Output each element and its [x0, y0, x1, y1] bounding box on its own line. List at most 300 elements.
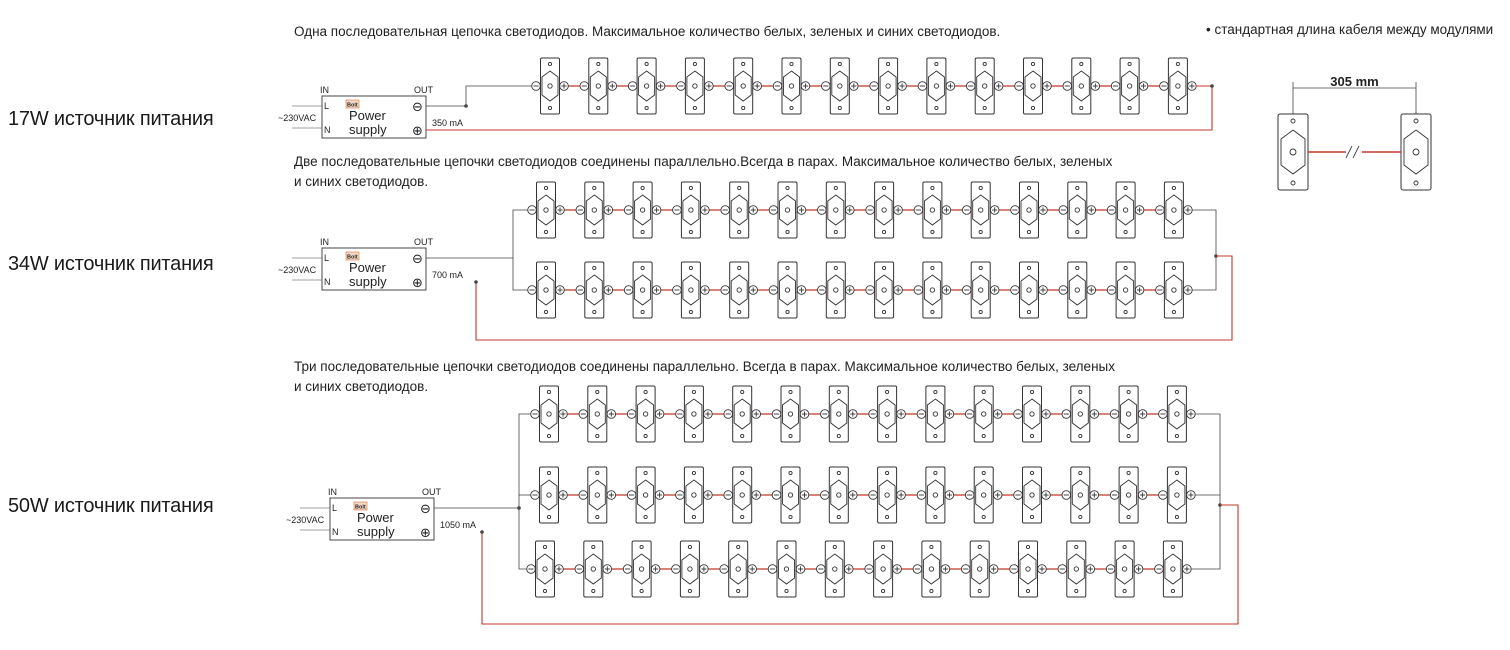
minus-terminal [1015, 82, 1024, 91]
plus-terminal [753, 82, 762, 91]
minus-terminal [866, 206, 875, 215]
module-body [970, 541, 989, 597]
plus-terminal [1042, 491, 1051, 500]
module-body [684, 386, 703, 442]
plus-terminal [898, 82, 907, 91]
minus-terminal [773, 82, 782, 91]
minus-terminal [869, 491, 878, 500]
module-body [537, 182, 556, 238]
current-label: 1050 mA [440, 520, 477, 530]
module-body [1072, 58, 1091, 114]
led-module [685, 58, 704, 114]
junction-dot [480, 530, 484, 534]
plus-terminal [894, 206, 903, 215]
section-2-title: 34W источник питания [8, 253, 214, 275]
module-body [1019, 541, 1038, 597]
cable-length-label: 305 mm [1330, 74, 1379, 89]
minus-terminal [721, 286, 730, 295]
led-module [971, 182, 990, 238]
plus-terminal [849, 410, 858, 419]
minus-terminal [769, 206, 778, 215]
module-body [975, 58, 994, 114]
minus-terminal [917, 410, 926, 419]
led-module [684, 386, 703, 442]
module-body [830, 58, 849, 114]
plus-terminal [942, 206, 951, 215]
module-body [685, 58, 704, 114]
led-module [1119, 386, 1138, 442]
minus-terminal [1110, 410, 1119, 419]
minus-terminal [579, 491, 588, 500]
module-body [588, 467, 607, 523]
led-module [537, 182, 556, 238]
led-module [875, 182, 894, 238]
module-body [681, 262, 700, 318]
module-body [1023, 386, 1042, 442]
module-body [826, 262, 845, 318]
minus-terminal [965, 491, 974, 500]
minus-terminal [528, 286, 537, 295]
module-body [636, 467, 655, 523]
cable-length-illustration [1278, 74, 1431, 190]
minus-terminal [822, 82, 831, 91]
plus-output: ⊕ [412, 123, 423, 138]
power-supply-name: Power [349, 260, 386, 275]
module-body [781, 386, 800, 442]
plus-terminal [1042, 410, 1051, 419]
module-body [923, 182, 942, 238]
plus-terminal [941, 565, 950, 574]
module-body [1401, 114, 1431, 190]
plus-terminal [800, 410, 809, 419]
in-label: IN [320, 85, 329, 95]
plus-terminal [894, 286, 903, 295]
plus-terminal [849, 491, 858, 500]
minus-terminal [1159, 410, 1168, 419]
module-body [1067, 541, 1086, 597]
led-chain-2 [531, 467, 1195, 523]
minus-terminal [914, 286, 923, 295]
plus-terminal [846, 286, 855, 295]
led-module [971, 262, 990, 318]
current-label: 350 mA [432, 118, 464, 128]
led-module [778, 262, 797, 318]
led-module [1168, 58, 1187, 114]
plus-terminal [1188, 82, 1197, 91]
module-body [1119, 386, 1138, 442]
section-1-title: 17W источник питания [8, 108, 214, 130]
minus-terminal [1062, 491, 1071, 500]
positive-bus [1191, 414, 1220, 569]
module-body [1023, 467, 1042, 523]
plus-terminal [655, 410, 664, 419]
minus-terminal [673, 206, 682, 215]
plus-terminal [603, 565, 612, 574]
led-module [1019, 541, 1038, 597]
minus-output: ⊖ [420, 501, 431, 516]
plus-terminal [893, 565, 902, 574]
positive-bus [1192, 210, 1216, 290]
module-body [1071, 386, 1090, 442]
led-module-large [1278, 114, 1308, 190]
plus-terminal [1135, 206, 1144, 215]
minus-terminal [821, 491, 830, 500]
minus-terminal [677, 82, 686, 91]
led-module [540, 386, 559, 442]
led-module [1164, 262, 1183, 318]
led-module [778, 182, 797, 238]
module-body [778, 262, 797, 318]
led-module [536, 541, 555, 597]
negative-bus [519, 414, 531, 569]
out-label: OUT [414, 85, 433, 95]
led-module [632, 541, 651, 597]
minus-output: ⊖ [412, 251, 423, 266]
minus-terminal [817, 565, 826, 574]
minus-terminal [623, 565, 632, 574]
plus-terminal [607, 491, 616, 500]
section-2-diagram [278, 182, 1232, 340]
module-body [923, 262, 942, 318]
module-body [1119, 467, 1138, 523]
plus-terminal [945, 491, 954, 500]
minus-terminal [1014, 491, 1023, 500]
module-body [878, 467, 897, 523]
plus-terminal [1138, 491, 1147, 500]
l-label: L [332, 503, 338, 513]
plus-terminal [608, 82, 617, 91]
plus-terminal [990, 286, 999, 295]
minus-terminal [1106, 565, 1115, 574]
power-supply-34w [278, 237, 463, 290]
minus-terminal [818, 286, 827, 295]
module-body [589, 58, 608, 114]
section-3-title: 50W источник питания [8, 495, 214, 517]
module-body [829, 386, 848, 442]
power-supply-name: supply [349, 122, 387, 137]
led-module [830, 58, 849, 114]
minus-output: ⊖ [412, 99, 423, 114]
break-mark [1346, 146, 1352, 158]
module-body [730, 182, 749, 238]
module-body [1167, 467, 1186, 523]
led-module [1067, 541, 1086, 597]
module-body [540, 467, 559, 523]
led-module [1072, 58, 1091, 114]
led-module [1167, 467, 1186, 523]
led-module [825, 541, 844, 597]
minus-terminal [676, 491, 685, 500]
module-body [874, 541, 893, 597]
module-body [926, 467, 945, 523]
minus-terminal [1111, 82, 1120, 91]
minus-terminal [1010, 565, 1019, 574]
logo-text: Bolt [355, 504, 366, 511]
module-body [680, 541, 699, 597]
module-body [926, 386, 945, 442]
plus-terminal [1184, 206, 1193, 215]
minus-terminal [580, 82, 589, 91]
minus-terminal [673, 286, 682, 295]
led-module [926, 467, 945, 523]
led-module [826, 182, 845, 238]
minus-terminal [1011, 206, 1020, 215]
minus-terminal [1155, 565, 1164, 574]
plus-terminal [604, 206, 613, 215]
module-body [584, 541, 603, 597]
led-module [730, 182, 749, 238]
plus-terminal [559, 491, 568, 500]
plus-terminal [1038, 565, 1047, 574]
led-module [585, 262, 604, 318]
plus-terminal [604, 286, 613, 295]
led-module [879, 58, 898, 114]
module-body [1068, 262, 1087, 318]
led-module [1024, 58, 1043, 114]
module-body [733, 467, 752, 523]
plus-terminal [705, 82, 714, 91]
plus-terminal [1039, 286, 1048, 295]
led-module [829, 386, 848, 442]
plus-terminal [701, 286, 710, 295]
plus-terminal [897, 410, 906, 419]
led-module [974, 467, 993, 523]
led-module [926, 386, 945, 442]
led-module [734, 58, 753, 114]
module-body [875, 262, 894, 318]
led-module [1068, 262, 1087, 318]
module-body [778, 182, 797, 238]
minus-terminal [913, 565, 922, 574]
minus-terminal [768, 565, 777, 574]
plus-terminal [800, 491, 809, 500]
logo-text: Bolt [347, 254, 358, 261]
plus-terminal [555, 565, 564, 574]
module-body [1164, 262, 1183, 318]
led-module [1116, 182, 1135, 238]
power-supply-name: Power [349, 108, 386, 123]
minus-terminal [527, 565, 536, 574]
plus-terminal [989, 565, 998, 574]
plus-terminal [1187, 491, 1196, 500]
led-module [540, 467, 559, 523]
module-body [733, 386, 752, 442]
plus-terminal [1090, 410, 1099, 419]
led-module-large [1401, 114, 1431, 190]
section-2-description-line-1: Две последовательные цепочки светодиодов соединены параллельно.Всегда в парах. Максимальное количество белых, зеленых [294, 154, 1113, 169]
minus-terminal [627, 410, 636, 419]
junction-dot [1210, 84, 1214, 88]
led-module [1167, 386, 1186, 442]
led-module [684, 467, 703, 523]
minus-terminal [961, 565, 970, 574]
minus-terminal [1058, 565, 1067, 574]
led-chain-1 [528, 182, 1192, 238]
n-label: N [324, 277, 331, 287]
led-module [730, 262, 749, 318]
plus-terminal [946, 82, 955, 91]
section-3-description-line-2: и синих светодиодов. [294, 379, 429, 394]
led-module [781, 386, 800, 442]
junction-dot [464, 104, 468, 108]
plus-terminal [1043, 82, 1052, 91]
led-module [974, 386, 993, 442]
plus-terminal [749, 286, 758, 295]
led-module [1020, 262, 1039, 318]
module-body [632, 541, 651, 597]
plus-terminal [1184, 286, 1193, 295]
current-label: 700 mA [432, 270, 464, 280]
led-module [537, 262, 556, 318]
section-1-description-line-1: Одна последовательная цепочка светодиодов. Максимальное количество белых, зеленых и синих светодиодов. [294, 24, 1001, 39]
plus-terminal [1087, 286, 1096, 295]
module-body [875, 182, 894, 238]
module-body [922, 541, 941, 597]
module-body [974, 467, 993, 523]
module-body [633, 182, 652, 238]
led-module [1116, 262, 1135, 318]
plus-terminal [556, 286, 565, 295]
ac-input-label: ~230VAC [278, 113, 317, 123]
led-module [633, 182, 652, 238]
led-module [781, 467, 800, 523]
led-module [588, 467, 607, 523]
led-chain-3 [527, 541, 1191, 597]
minus-terminal [532, 82, 541, 91]
led-module [1023, 467, 1042, 523]
plus-terminal [897, 491, 906, 500]
module-body [971, 182, 990, 238]
minus-terminal [962, 286, 971, 295]
plus-terminal [655, 491, 664, 500]
minus-terminal [1011, 286, 1020, 295]
minus-terminal [1159, 491, 1168, 500]
led-module [923, 262, 942, 318]
led-module [733, 467, 752, 523]
led-module [777, 541, 796, 597]
led-chain-1 [531, 386, 1195, 442]
minus-terminal [818, 206, 827, 215]
negative-bus [513, 210, 528, 290]
module-body [971, 262, 990, 318]
minus-terminal [1063, 82, 1072, 91]
n-label: N [324, 125, 331, 135]
minus-terminal [724, 491, 733, 500]
module-body [637, 58, 656, 114]
led-module [585, 182, 604, 238]
plus-terminal [1138, 410, 1147, 419]
plus-terminal [1086, 565, 1095, 574]
module-body [777, 541, 796, 597]
module-body [1071, 467, 1090, 523]
minus-terminal [579, 410, 588, 419]
module-body [540, 386, 559, 442]
power-supply-name: supply [349, 274, 387, 289]
minus-terminal [724, 410, 733, 419]
minus-terminal [1156, 206, 1165, 215]
plus-terminal [704, 410, 713, 419]
in-label: IN [320, 237, 329, 247]
module-body [781, 467, 800, 523]
minus-terminal [1014, 410, 1023, 419]
plus-terminal [990, 206, 999, 215]
minus-terminal [772, 410, 781, 419]
module-body [825, 541, 844, 597]
module-body [974, 386, 993, 442]
plus-output: ⊕ [412, 275, 423, 290]
minus-terminal [627, 491, 636, 500]
module-body [826, 182, 845, 238]
module-body [536, 541, 555, 597]
plus-terminal [993, 410, 1002, 419]
led-module [588, 386, 607, 442]
plus-terminal [559, 410, 568, 419]
out-label: OUT [414, 237, 433, 247]
led-module [1068, 182, 1087, 238]
led-module [826, 262, 845, 318]
minus-terminal [1107, 206, 1116, 215]
module-body [588, 386, 607, 442]
plus-output: ⊕ [420, 525, 431, 540]
led-module [1071, 467, 1090, 523]
module-body [1168, 58, 1187, 114]
plus-terminal [1039, 206, 1048, 215]
module-body [1116, 182, 1135, 238]
plus-terminal [796, 565, 805, 574]
module-body [633, 262, 652, 318]
negative-wire [426, 86, 532, 106]
led-module [636, 386, 655, 442]
minus-terminal [917, 491, 926, 500]
junction-dot [474, 280, 478, 284]
section-2-description-line-2: и синих светодиодов. [294, 174, 429, 189]
led-module [1071, 386, 1090, 442]
plus-terminal [752, 491, 761, 500]
module-body [1020, 182, 1039, 238]
module-body [636, 386, 655, 442]
plus-terminal [652, 286, 661, 295]
plus-terminal [700, 565, 709, 574]
module-body [1068, 182, 1087, 238]
module-body [878, 386, 897, 442]
module-body [1167, 386, 1186, 442]
l-label: L [324, 101, 330, 111]
module-body [927, 58, 946, 114]
module-body [1278, 114, 1308, 190]
module-body [729, 541, 748, 597]
led-module [729, 541, 748, 597]
module-body [1164, 182, 1183, 238]
module-body [782, 58, 801, 114]
plus-terminal [1139, 82, 1148, 91]
led-chain-1 [532, 58, 1196, 114]
minus-terminal [866, 286, 875, 295]
minus-terminal [962, 206, 971, 215]
minus-terminal [772, 491, 781, 500]
led-module [923, 182, 942, 238]
minus-terminal [676, 410, 685, 419]
plus-terminal [607, 410, 616, 419]
minus-terminal [1059, 286, 1068, 295]
minus-terminal [769, 286, 778, 295]
module-body [681, 182, 700, 238]
module-body [1115, 541, 1134, 597]
led-module [733, 386, 752, 442]
plus-terminal [701, 206, 710, 215]
plus-terminal [556, 206, 565, 215]
break-mark [1353, 146, 1359, 158]
led-module [922, 541, 941, 597]
